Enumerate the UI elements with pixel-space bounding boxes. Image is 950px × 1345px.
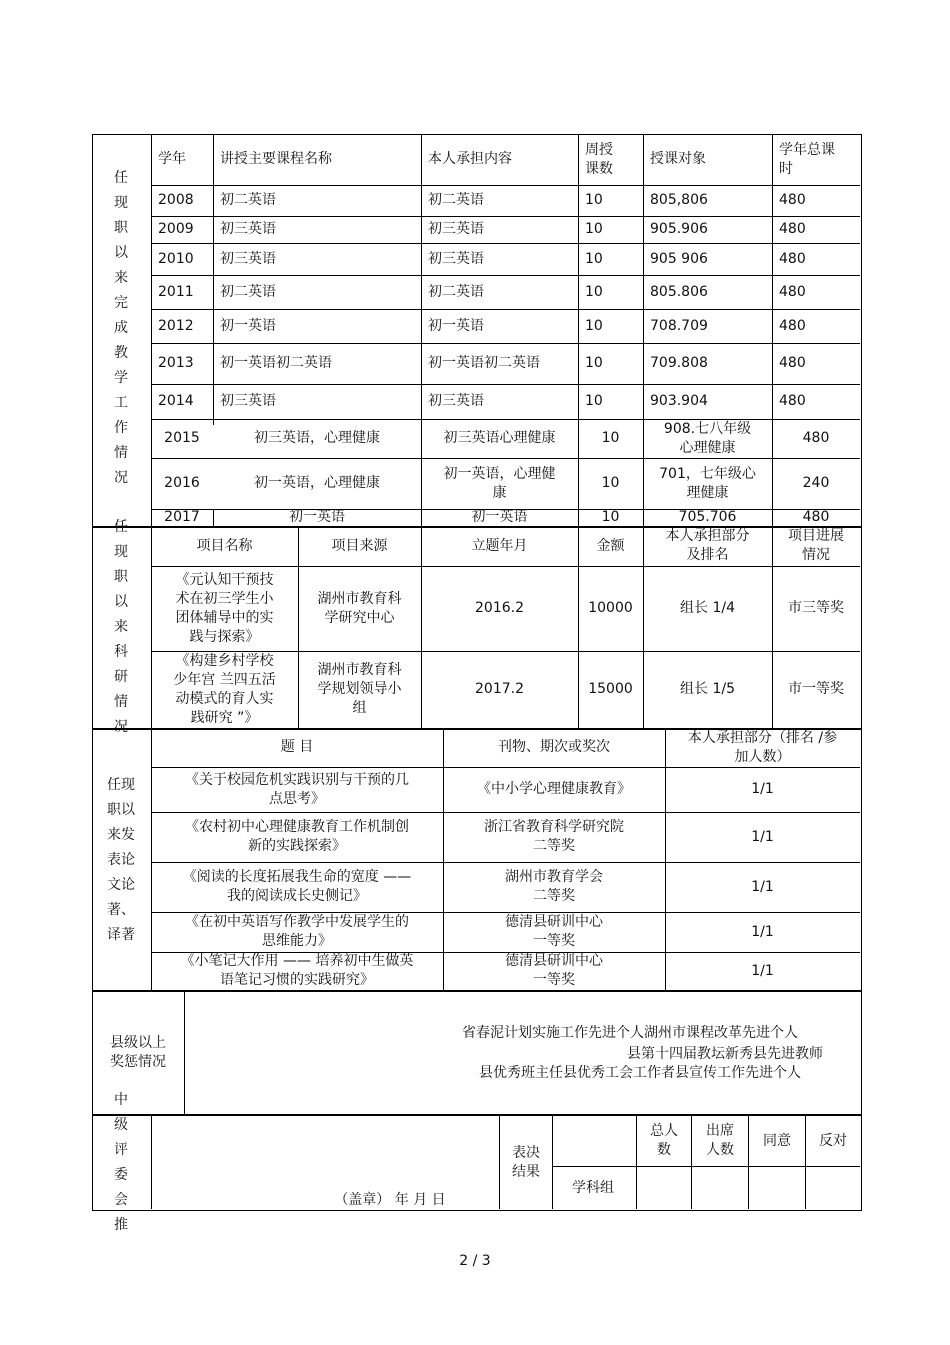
teaching-cell: 2014 <box>158 393 194 409</box>
paper-cell: 浙江省教育科学研究院 二等奖 <box>484 819 624 854</box>
research-cell: 市一等奖 <box>788 681 844 697</box>
section-divider <box>151 134 152 526</box>
teaching-cell: 10 <box>585 192 603 208</box>
research-cell: 《构建乡村学校 少年宫 兰四五活 动模式的育人实 践研究 ”》 <box>173 652 276 726</box>
research-cell: 2016.2 <box>475 600 524 616</box>
paper-cell: 德清县研训中心 一等奖 <box>505 953 603 988</box>
teaching-cell: 10 <box>585 250 603 267</box>
paper-cell: 1/1 <box>751 878 774 895</box>
research-side-label: 任现职以来科研情况 <box>114 518 128 735</box>
teaching-cell: 2008 <box>158 192 194 208</box>
teaching-cell: 2016 <box>164 475 200 491</box>
paper-cell: 《阅读的长度拓展我生命的宽度 —— 我的阅读成长史侧记》 <box>182 869 412 904</box>
teaching-cell: 240 <box>802 475 830 491</box>
paper-cell: 德清县研训中心 一等奖 <box>505 914 603 949</box>
paper-cell: 《中小学心理健康教育》 <box>477 781 631 797</box>
teaching-cell: 初一英语 <box>428 317 484 334</box>
teaching-cell: 初三英语心理健康 <box>443 430 556 446</box>
teaching-cell: 10 <box>601 509 620 525</box>
paper-cell: 1/1 <box>751 781 774 797</box>
research-cell: 《元认知干预技 术在初三学生小 团体辅导中的实 践与探索》 <box>175 571 274 645</box>
teaching-cell: 2013 <box>158 355 194 371</box>
teaching-cell: 初三英语 <box>220 221 276 237</box>
paper-cell: 1/1 <box>751 962 774 979</box>
teaching-cell: 10 <box>601 430 620 446</box>
total-label: 总人 数 <box>650 1123 678 1158</box>
award-line-2: 县第十四届教坛新秀县先进教师 <box>627 1045 823 1062</box>
review-label: 中级评委会推 <box>114 1092 128 1233</box>
teaching-cell: 初三英语，心理健康 <box>254 430 380 446</box>
teaching-cell: 2011 <box>158 283 194 300</box>
research-header-2: 立题年月 <box>471 537 528 554</box>
teaching-header-1: 讲授主要课程名称 <box>220 151 332 167</box>
paper-cell: 《小笔记大作用 —— 培养初中生做英 语笔记习惯的实践研究》 <box>180 953 414 988</box>
teaching-cell: 480 <box>779 283 806 300</box>
papers-header-0: 题 目 <box>280 739 314 755</box>
teaching-cell: 10 <box>585 317 603 334</box>
teaching-header-2: 本人承担内容 <box>428 151 512 167</box>
subject-group-label: 学科组 <box>572 1179 614 1196</box>
research-header-3: 金额 <box>596 537 625 554</box>
teaching-cell: 初二英语 <box>220 283 276 300</box>
teaching-cell: 480 <box>779 250 806 267</box>
teaching-cell: 初二英语 <box>220 192 276 208</box>
teaching-cell: 701，七年级心 理健康 <box>659 465 756 501</box>
seal-line: （盖章） 年 月 日 <box>334 1191 446 1208</box>
teaching-cell: 10 <box>585 221 603 237</box>
awards-label: 县级以上 奖惩情况 <box>110 1035 166 1070</box>
teaching-cell: 10 <box>585 283 603 300</box>
teaching-cell: 480 <box>779 355 806 371</box>
present-label: 出席 人数 <box>706 1123 734 1158</box>
research-cell: 组长 1/4 <box>680 600 735 616</box>
teaching-cell: 905 906 <box>650 250 708 267</box>
teaching-cell: 初二英语 <box>428 192 484 208</box>
research-header-0: 项目名称 <box>196 537 253 554</box>
award-line-3: 县优秀班主任县优秀工会工作者县宣传工作先进个人 <box>479 1064 801 1081</box>
teaching-header-0: 学年 <box>158 151 186 167</box>
teaching-cell: 初一英语，心理健 康 <box>443 465 556 501</box>
teaching-cell: 908.七八年级 心理健康 <box>663 420 752 456</box>
research-cell: 组长 1/5 <box>680 681 735 697</box>
teaching-cell: 初一英语初二英语 <box>428 355 540 371</box>
teaching-header-5: 学年总课 时 <box>779 141 835 177</box>
teaching-cell: 初三英语 <box>220 250 276 267</box>
teaching-cell: 2012 <box>158 317 194 334</box>
award-line-1: 省春泥计划实施工作先进个人湖州市课程改革先进个人 <box>462 1024 798 1041</box>
teaching-cell: 初一英语 <box>289 509 345 525</box>
teaching-cell: 705.706 <box>678 509 737 525</box>
page-number: 2 / 3 <box>459 1253 491 1269</box>
research-cell: 市三等奖 <box>788 600 844 616</box>
teaching-cell: 480 <box>802 430 830 446</box>
teaching-cell: 初一英语，心理健康 <box>254 475 380 491</box>
teaching-cell: 480 <box>779 192 806 208</box>
teaching-cell: 初二英语 <box>428 283 484 300</box>
vote-label: 表决 结果 <box>512 1145 540 1180</box>
teaching-cell: 2015 <box>164 430 200 446</box>
oppose-label: 反对 <box>819 1132 847 1149</box>
teaching-cell: 905.906 <box>650 221 708 237</box>
paper-cell: 《在初中英语写作教学中发展学生的 思维能力》 <box>185 914 409 949</box>
teaching-cell: 初三英语 <box>220 393 276 409</box>
teaching-cell: 初三英语 <box>428 250 484 267</box>
teaching-cell: 708.709 <box>650 317 708 334</box>
teaching-cell: 初一英语 <box>220 317 276 334</box>
teaching-cell: 480 <box>779 221 806 237</box>
teaching-side-label: 任现职以来完成教学工作情况 <box>114 169 128 486</box>
research-header-1: 项目来源 <box>331 537 388 554</box>
paper-cell: 1/1 <box>751 828 774 845</box>
papers-side-label: 任现职以来发表论文论著、译著 <box>107 776 135 943</box>
teaching-cell: 480 <box>779 317 806 334</box>
research-cell: 10000 <box>588 600 633 616</box>
papers-header-1: 刊物、期次或奖次 <box>498 739 610 755</box>
teaching-cell: 初三英语 <box>428 221 484 237</box>
papers-header-2: 本人承担部分（排名 /参 加人数） <box>687 729 838 765</box>
teaching-cell: 903.904 <box>650 393 708 409</box>
teaching-cell: 10 <box>601 475 620 491</box>
teaching-cell: 初一英语初二英语 <box>220 355 332 371</box>
teaching-cell: 480 <box>802 509 830 525</box>
teaching-cell: 2017 <box>164 509 200 525</box>
teaching-cell: 10 <box>585 355 603 371</box>
research-header-4: 本人承担部分 及排名 <box>665 528 750 563</box>
teaching-cell: 2010 <box>158 250 194 267</box>
research-cell: 2017.2 <box>475 681 524 697</box>
research-cell: 湖州市教育科 学研究中心 <box>317 590 402 626</box>
agree-label: 同意 <box>763 1132 791 1149</box>
research-cell: 15000 <box>588 681 633 697</box>
research-header-5: 项目进展 情况 <box>788 528 844 563</box>
paper-cell: 湖州市教育学会 二等奖 <box>505 869 603 904</box>
teaching-cell: 2009 <box>158 221 194 237</box>
teaching-header-3: 周授 课数 <box>585 141 613 177</box>
paper-cell: 《农村初中心理健康教育工作机制创 新的实践探索》 <box>185 819 409 854</box>
paper-cell: 1/1 <box>751 923 774 940</box>
teaching-cell: 10 <box>585 393 603 409</box>
teaching-cell: 805,806 <box>650 192 708 208</box>
teaching-cell: 初三英语 <box>428 393 484 409</box>
teaching-header-4: 授课对象 <box>650 151 706 167</box>
research-cell: 湖州市教育科 学规划领导小 组 <box>317 662 402 716</box>
teaching-cell: 805.806 <box>650 283 708 300</box>
paper-cell: 《关于校园危机实践识别与干预的几 点思考》 <box>185 771 409 807</box>
teaching-cell: 709.808 <box>650 355 708 371</box>
teaching-cell: 初一英语 <box>471 509 528 525</box>
teaching-cell: 480 <box>779 393 806 409</box>
